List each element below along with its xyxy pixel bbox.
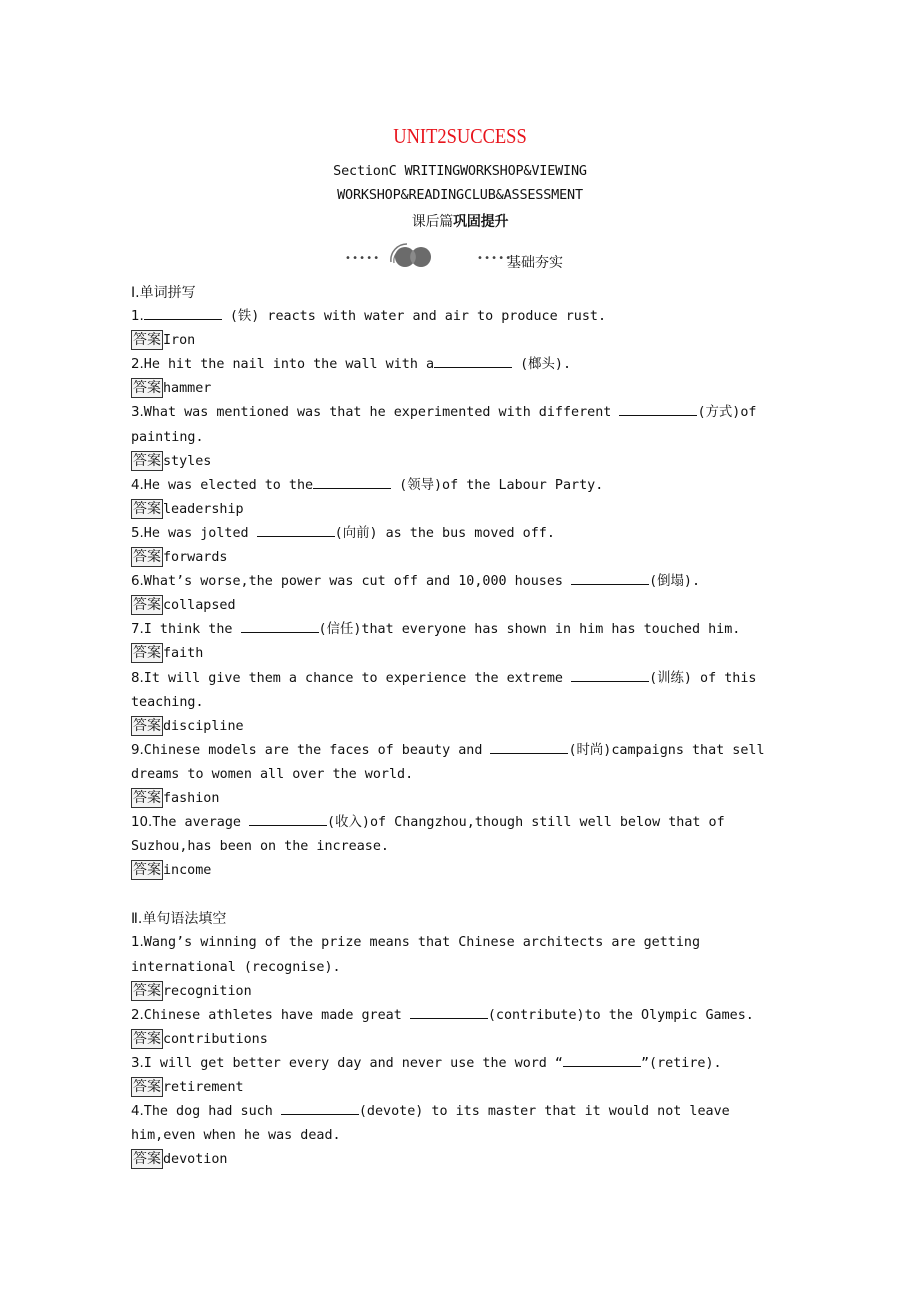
question-text-before: He was jolted (143, 525, 257, 541)
question-item (131, 474, 791, 498)
answer-tag: 答案 (133, 1030, 161, 1047)
answer-text: devotion (163, 1152, 228, 1168)
answer-blank[interactable] (619, 401, 697, 416)
answer-tag: 答案 (133, 982, 161, 999)
question-number: 7. (131, 622, 144, 638)
answer-tag: 答案 (133, 789, 161, 806)
circles-logo-icon (385, 240, 437, 272)
question-item (131, 811, 791, 859)
banner-dots-left: • • • • • (345, 253, 379, 264)
answer-text: fashion (163, 790, 220, 806)
question-text-before: What’s worse,the power was cut off and 10,000 houses (143, 574, 572, 590)
question-text-after: (信任)that everyone has shown in him has touched him. (318, 622, 741, 638)
answer-row (131, 1076, 791, 1100)
answer-tag: 答案 (133, 717, 161, 734)
answer-text: hammer (163, 381, 212, 397)
question-item (131, 1052, 791, 1076)
answer-blank[interactable] (571, 570, 649, 585)
answer-row (131, 450, 791, 474)
answer-text: forwards (163, 550, 228, 566)
question-text-before: Chinese models are the faces of beauty and (143, 742, 491, 758)
question-text-before: I think the (143, 622, 241, 638)
question-text-after: (devote) to its master that it would not leave him,even when he was dead. (131, 1104, 738, 1144)
answer-row (131, 377, 791, 401)
answer-tag: 答案 (133, 862, 161, 879)
answer-text: discipline (163, 718, 244, 734)
answer-blank[interactable] (490, 739, 568, 754)
question-number: 5. (131, 525, 144, 541)
answer-row (131, 859, 791, 883)
answer-row (131, 329, 791, 353)
question-text-after: (向前) as the bus moved off. (334, 525, 555, 541)
question-text-before: Wang’s winning of the prize means that Chinese architects are getting international (131, 935, 709, 975)
banner-label: 基础夯实 (507, 255, 563, 271)
question-number: 4. (131, 477, 144, 493)
question-text-before: He was elected to the (143, 477, 314, 493)
section-subtitle-2: WORKSHOP&READINGCLUB&ASSESSMENT (337, 187, 583, 203)
question-number: 6. (131, 574, 144, 590)
answer-row (131, 980, 791, 1004)
answer-tag: 答案 (133, 380, 161, 397)
question-text-after: (榔头). (512, 357, 572, 373)
question-text-after: (recognise). (235, 959, 341, 975)
practice-subtitle (0, 211, 920, 231)
question-text-before: I will get better every day and never use the word “ (143, 1055, 563, 1071)
question-item (131, 1004, 791, 1028)
answer-row (131, 787, 791, 811)
question-number: 1. (131, 309, 144, 325)
question-number: 2. (131, 357, 144, 373)
page-title: UNIT2SUCCESS (393, 124, 527, 148)
answer-row (131, 1148, 791, 1172)
question-number: 10. (131, 815, 153, 831)
question-number: 4. (131, 1104, 144, 1120)
answer-row (131, 715, 791, 739)
answer-blank[interactable] (257, 522, 335, 537)
answer-tag: 答案 (133, 645, 161, 662)
question-number: 1. (131, 935, 144, 951)
question-item (131, 1100, 791, 1148)
question-text-after: (倒塌). (649, 574, 701, 590)
question-text-after: (训练) of this teaching. (131, 670, 765, 710)
question-item (131, 667, 791, 715)
answer-text: faith (163, 646, 204, 662)
practice-subtitle-plain: 课后篇 (411, 214, 454, 230)
question-number: 9. (131, 742, 144, 758)
answer-tag: 答案 (133, 452, 161, 469)
question-item (131, 522, 791, 546)
answer-text: styles (163, 453, 212, 469)
answer-text: Iron (163, 333, 196, 349)
question-text-after: (contribute)to the Olympic Games. (487, 1007, 754, 1023)
section2-heading: Ⅱ.单句语法填空 (131, 911, 227, 928)
answer-blank[interactable] (249, 811, 327, 826)
answer-tag: 答案 (133, 500, 161, 517)
answer-tag: 答案 (133, 332, 161, 349)
answer-row (131, 594, 791, 618)
practice-subtitle-bold: 巩固提升 (453, 214, 509, 230)
answer-tag: 答案 (133, 597, 161, 614)
answer-tag: 答案 (133, 549, 161, 566)
question-text-before: The average (152, 815, 250, 831)
answer-tag: 答案 (133, 1151, 161, 1168)
question-item (131, 618, 791, 642)
question-text-after: (时尚)campaigns that sell dreams to women all over the world. (131, 742, 773, 782)
answer-blank[interactable] (281, 1100, 359, 1115)
question-item (131, 931, 791, 979)
answer-blank[interactable] (144, 305, 222, 320)
question-text-after: (领导)of the Labour Party. (391, 477, 604, 493)
level-banner (345, 240, 585, 272)
answer-text: recognition (163, 983, 252, 999)
answer-text: retirement (163, 1080, 244, 1095)
question-number: 3. (131, 405, 144, 421)
exercise-content (131, 281, 791, 1172)
question-item (131, 570, 791, 594)
answer-blank[interactable] (410, 1004, 488, 1019)
answer-blank[interactable] (434, 353, 512, 368)
question-item (131, 353, 791, 377)
question-text-after: (方式)of painting. (131, 405, 765, 445)
answer-blank[interactable] (563, 1052, 641, 1067)
question-text-before: It will give them a chance to experience the extreme (143, 670, 572, 686)
question-text-before: What was mentioned was that he experimented with different (143, 405, 620, 421)
question-text-after: (铁) reacts with water and air to produce rust. (221, 309, 607, 325)
section-subtitle: SectionC WRITINGWORKSHOP&VIEWING (333, 163, 587, 179)
answer-blank[interactable] (241, 618, 319, 633)
answer-row (131, 1028, 791, 1052)
answer-text: income (163, 863, 212, 879)
section1-heading: Ⅰ.单词拼写 (131, 285, 196, 301)
answer-row (131, 642, 791, 666)
answer-text: collapsed (163, 598, 236, 614)
section2-list (131, 931, 791, 1172)
answer-blank[interactable] (571, 667, 649, 682)
question-number: 2. (131, 1007, 144, 1023)
question-item (131, 305, 791, 329)
question-text-before: Chinese athletes have made great (143, 1007, 410, 1023)
section1-list (131, 305, 791, 883)
answer-blank[interactable] (313, 474, 391, 489)
question-text-before: He hit the nail into the wall with a (143, 357, 435, 373)
answer-row (131, 546, 791, 570)
question-number: 8. (131, 670, 144, 686)
answer-text: contributions (163, 1031, 268, 1047)
question-text-after: (收入)of Changzhou,though still well below that of Suzhou,has been on the increase. (131, 815, 733, 855)
question-number: 3. (131, 1055, 144, 1071)
question-text-before: The dog had such (143, 1104, 281, 1120)
answer-tag: 答案 (133, 1079, 161, 1095)
answer-text: leadership (163, 501, 244, 517)
question-item (131, 739, 791, 787)
banner-dots-right: • • • • • (477, 253, 511, 264)
answer-row (131, 498, 791, 522)
question-item (131, 401, 791, 449)
question-text-after: ”(retire). (641, 1055, 722, 1071)
